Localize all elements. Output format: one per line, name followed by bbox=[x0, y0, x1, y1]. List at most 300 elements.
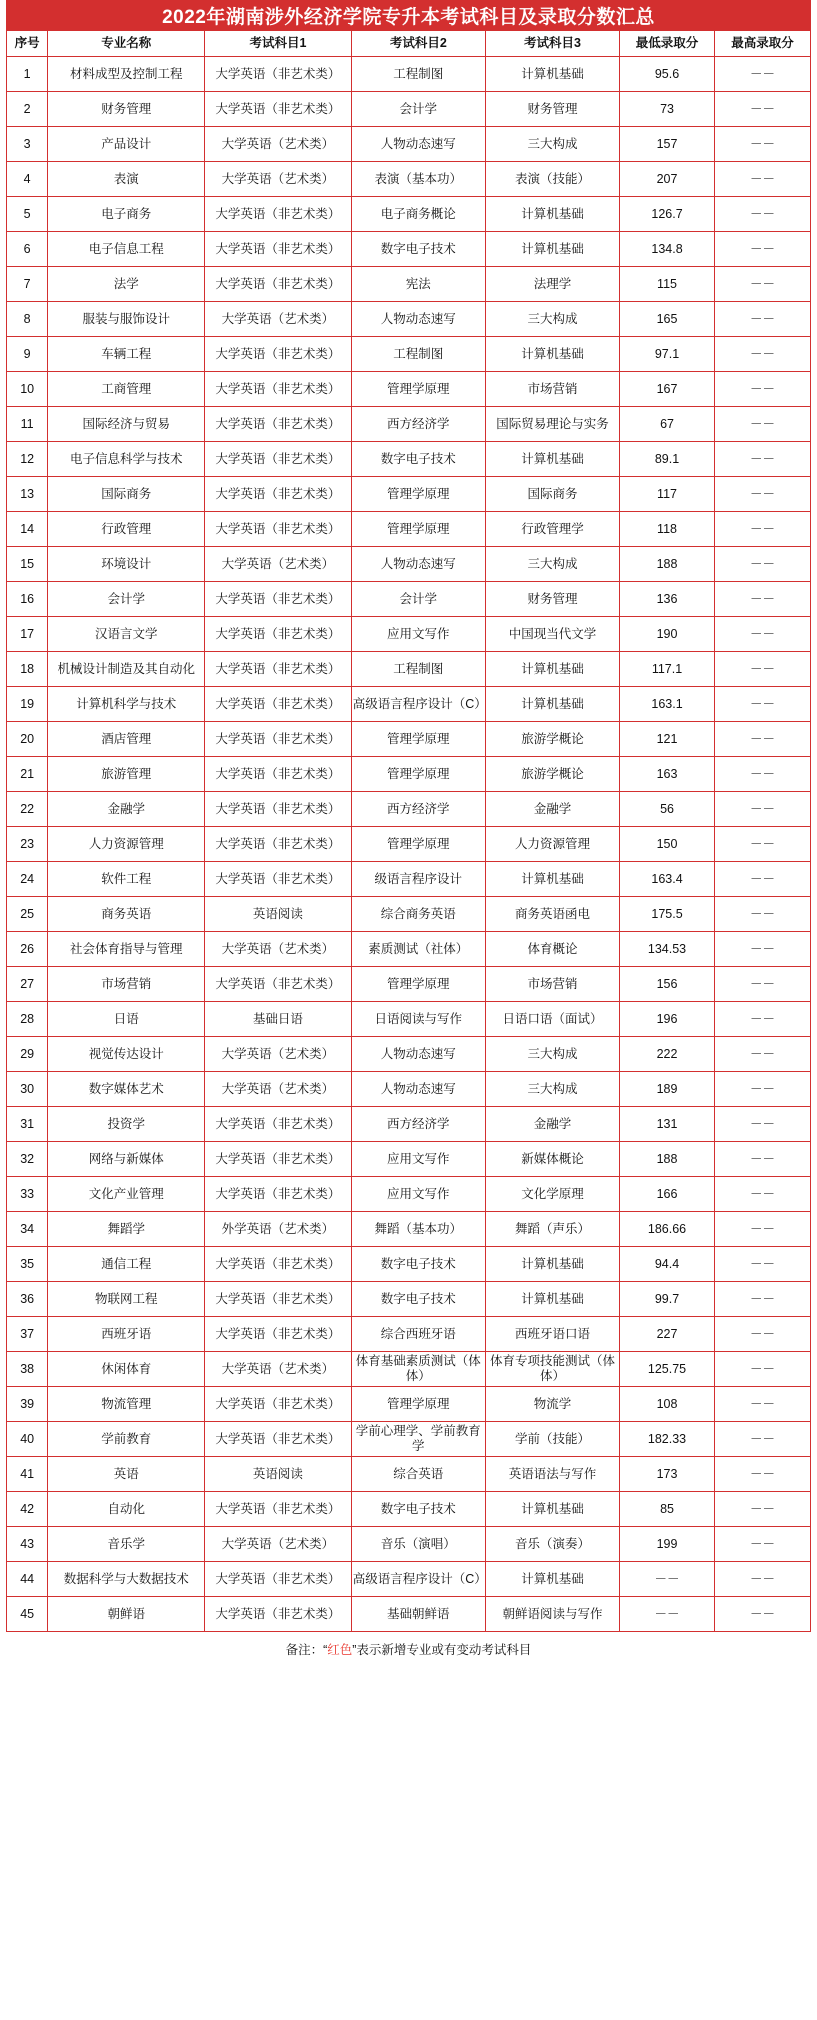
table-row bbox=[7, 1002, 811, 1037]
row-subject-2: 综合商务英语 bbox=[351, 897, 485, 932]
row-min-score: 156 bbox=[620, 967, 715, 1002]
row-index: 26 bbox=[7, 932, 48, 967]
row-max-score: －－ bbox=[714, 127, 810, 162]
row-index: 2 bbox=[7, 92, 48, 127]
row-min-score: 157 bbox=[620, 127, 715, 162]
row-index: 34 bbox=[7, 1212, 48, 1247]
column-header-min-score: 最低录取分 bbox=[620, 31, 715, 57]
row-subject-1: 英语阅读 bbox=[205, 1457, 352, 1492]
row-max-score: －－ bbox=[714, 302, 810, 337]
row-subject-2: 数字电子技术 bbox=[351, 1247, 485, 1282]
row-index: 6 bbox=[7, 232, 48, 267]
row-min-score: 190 bbox=[620, 617, 715, 652]
row-subject-1: 大学英语（非艺术类） bbox=[205, 652, 352, 687]
row-subject-1: 大学英语（非艺术类） bbox=[205, 267, 352, 302]
row-min-score: 227 bbox=[620, 1317, 715, 1352]
footnote-highlight: 红色 bbox=[327, 1643, 353, 1657]
page-title: 2022年湖南涉外经济学院专升本考试科目及录取分数汇总 bbox=[162, 6, 655, 28]
row-subject-3: 商务英语函电 bbox=[485, 897, 619, 932]
row-subject-3: 三大构成 bbox=[485, 127, 619, 162]
row-min-score: 163.1 bbox=[620, 687, 715, 722]
row-subject-2: 管理学原理 bbox=[351, 757, 485, 792]
row-major-name: 物联网工程 bbox=[48, 1282, 205, 1317]
row-subject-1: 大学英语（艺术类） bbox=[205, 1072, 352, 1107]
row-max-score: －－ bbox=[714, 267, 810, 302]
row-min-score: 118 bbox=[620, 512, 715, 547]
row-index: 33 bbox=[7, 1177, 48, 1212]
table-row bbox=[7, 302, 811, 337]
row-subject-2: 管理学原理 bbox=[351, 1387, 485, 1422]
row-min-score: 73 bbox=[620, 92, 715, 127]
row-subject-2: 级语言程序设计 bbox=[351, 862, 485, 897]
row-min-score: 117.1 bbox=[620, 652, 715, 687]
table-row bbox=[7, 1212, 811, 1247]
row-subject-2: 人物动态速写 bbox=[351, 1037, 485, 1072]
row-major-name: 社会体育指导与管理 bbox=[48, 932, 205, 967]
row-subject-2: 体育基础素质测试（体体） bbox=[351, 1352, 485, 1387]
row-subject-2: 基础朝鲜语 bbox=[351, 1597, 485, 1632]
row-subject-1: 大学英语（非艺术类） bbox=[205, 337, 352, 372]
row-index: 39 bbox=[7, 1387, 48, 1422]
row-index: 3 bbox=[7, 127, 48, 162]
row-subject-3: 音乐（演奏） bbox=[485, 1527, 619, 1562]
row-index: 20 bbox=[7, 722, 48, 757]
table-row bbox=[7, 232, 811, 267]
table-row bbox=[7, 1282, 811, 1317]
row-subject-3: 日语口语（面试） bbox=[485, 1002, 619, 1037]
table-row bbox=[7, 897, 811, 932]
row-major-name: 表演 bbox=[48, 162, 205, 197]
row-major-name: 市场营销 bbox=[48, 967, 205, 1002]
row-subject-2: 数字电子技术 bbox=[351, 232, 485, 267]
row-major-name: 数字媒体艺术 bbox=[48, 1072, 205, 1107]
row-subject-1: 大学英语（非艺术类） bbox=[205, 1597, 352, 1632]
row-min-score: 134.8 bbox=[620, 232, 715, 267]
row-major-name: 财务管理 bbox=[48, 92, 205, 127]
row-min-score: 166 bbox=[620, 1177, 715, 1212]
row-subject-1: 大学英语（非艺术类） bbox=[205, 1422, 352, 1457]
table-row bbox=[7, 827, 811, 862]
table-row bbox=[7, 92, 811, 127]
row-max-score: －－ bbox=[714, 617, 810, 652]
row-min-score: 67 bbox=[620, 407, 715, 442]
row-major-name: 旅游管理 bbox=[48, 757, 205, 792]
row-major-name: 环境设计 bbox=[48, 547, 205, 582]
row-subject-3: 国际商务 bbox=[485, 477, 619, 512]
row-major-name: 酒店管理 bbox=[48, 722, 205, 757]
row-min-score: 136 bbox=[620, 582, 715, 617]
row-max-score: －－ bbox=[714, 1352, 810, 1387]
row-subject-3: 学前（技能） bbox=[485, 1422, 619, 1457]
row-min-score: 126.7 bbox=[620, 197, 715, 232]
row-max-score: －－ bbox=[714, 92, 810, 127]
footnote-suffix: ”表示新增专业或有变动考试科目 bbox=[352, 1643, 532, 1657]
row-subject-2: 应用文写作 bbox=[351, 1142, 485, 1177]
row-major-name: 自动化 bbox=[48, 1492, 205, 1527]
row-subject-2: 数字电子技术 bbox=[351, 1492, 485, 1527]
row-subject-3: 旅游学概论 bbox=[485, 757, 619, 792]
row-subject-2: 综合英语 bbox=[351, 1457, 485, 1492]
row-major-name: 通信工程 bbox=[48, 1247, 205, 1282]
row-max-score: －－ bbox=[714, 687, 810, 722]
table-row bbox=[7, 477, 811, 512]
row-index: 22 bbox=[7, 792, 48, 827]
row-min-score: 89.1 bbox=[620, 442, 715, 477]
row-min-score: 167 bbox=[620, 372, 715, 407]
row-subject-2: 高级语言程序设计（C） bbox=[351, 687, 485, 722]
row-index: 13 bbox=[7, 477, 48, 512]
row-major-name: 物流管理 bbox=[48, 1387, 205, 1422]
column-header-index: 序号 bbox=[7, 31, 48, 57]
table-row bbox=[7, 792, 811, 827]
row-index: 21 bbox=[7, 757, 48, 792]
row-subject-2: 会计学 bbox=[351, 582, 485, 617]
table-row bbox=[7, 932, 811, 967]
row-index: 8 bbox=[7, 302, 48, 337]
row-max-score: －－ bbox=[714, 897, 810, 932]
table-row bbox=[7, 57, 811, 92]
row-major-name: 电子商务 bbox=[48, 197, 205, 232]
row-index: 31 bbox=[7, 1107, 48, 1142]
row-subject-3: 计算机基础 bbox=[485, 442, 619, 477]
row-max-score: －－ bbox=[714, 582, 810, 617]
row-subject-1: 大学英语（艺术类） bbox=[205, 932, 352, 967]
row-min-score: 117 bbox=[620, 477, 715, 512]
row-subject-2: 日语阅读与写作 bbox=[351, 1002, 485, 1037]
column-header-major: 专业名称 bbox=[48, 31, 205, 57]
row-max-score: －－ bbox=[714, 1107, 810, 1142]
row-max-score: －－ bbox=[714, 1492, 810, 1527]
row-major-name: 工商管理 bbox=[48, 372, 205, 407]
row-max-score: －－ bbox=[714, 372, 810, 407]
row-major-name: 国际经济与贸易 bbox=[48, 407, 205, 442]
row-max-score: －－ bbox=[714, 827, 810, 862]
row-major-name: 会计学 bbox=[48, 582, 205, 617]
row-index: 10 bbox=[7, 372, 48, 407]
row-index: 25 bbox=[7, 897, 48, 932]
row-subject-2: 高级语言程序设计（C） bbox=[351, 1562, 485, 1597]
row-subject-2: 人物动态速写 bbox=[351, 302, 485, 337]
row-max-score: －－ bbox=[714, 1527, 810, 1562]
row-major-name: 商务英语 bbox=[48, 897, 205, 932]
row-max-score: －－ bbox=[714, 1177, 810, 1212]
row-min-score: 163.4 bbox=[620, 862, 715, 897]
row-subject-3: 文化学原理 bbox=[485, 1177, 619, 1212]
row-index: 30 bbox=[7, 1072, 48, 1107]
row-index: 12 bbox=[7, 442, 48, 477]
row-max-score: －－ bbox=[714, 442, 810, 477]
table-row bbox=[7, 1317, 811, 1352]
row-index: 23 bbox=[7, 827, 48, 862]
row-subject-1: 大学英语（艺术类） bbox=[205, 1352, 352, 1387]
footnote bbox=[6, 1636, 811, 1666]
majors-score-table bbox=[6, 30, 811, 1632]
row-max-score: －－ bbox=[714, 1387, 810, 1422]
row-subject-1: 大学英语（非艺术类） bbox=[205, 792, 352, 827]
row-min-score: 222 bbox=[620, 1037, 715, 1072]
row-index: 29 bbox=[7, 1037, 48, 1072]
row-subject-3: 舞蹈（声乐） bbox=[485, 1212, 619, 1247]
row-subject-3: 金融学 bbox=[485, 792, 619, 827]
table-row bbox=[7, 127, 811, 162]
row-min-score: 99.7 bbox=[620, 1282, 715, 1317]
row-subject-2: 管理学原理 bbox=[351, 827, 485, 862]
row-subject-3: 计算机基础 bbox=[485, 1562, 619, 1597]
table-row bbox=[7, 372, 811, 407]
row-min-score: 188 bbox=[620, 1142, 715, 1177]
row-subject-3: 计算机基础 bbox=[485, 1492, 619, 1527]
row-major-name: 舞蹈学 bbox=[48, 1212, 205, 1247]
table-row bbox=[7, 1562, 811, 1597]
row-subject-2: 人物动态速写 bbox=[351, 127, 485, 162]
row-subject-1: 大学英语（非艺术类） bbox=[205, 722, 352, 757]
row-subject-1: 大学英语（非艺术类） bbox=[205, 232, 352, 267]
table-row bbox=[7, 162, 811, 197]
row-subject-3: 人力资源管理 bbox=[485, 827, 619, 862]
row-subject-3: 计算机基础 bbox=[485, 337, 619, 372]
row-index: 4 bbox=[7, 162, 48, 197]
row-subject-3: 计算机基础 bbox=[485, 1282, 619, 1317]
row-min-score: 131 bbox=[620, 1107, 715, 1142]
row-max-score: －－ bbox=[714, 512, 810, 547]
table-row bbox=[7, 967, 811, 1002]
row-major-name: 国际商务 bbox=[48, 477, 205, 512]
table-row bbox=[7, 1177, 811, 1212]
row-min-score: 115 bbox=[620, 267, 715, 302]
row-subject-3: 计算机基础 bbox=[485, 197, 619, 232]
table-row bbox=[7, 1107, 811, 1142]
table-header bbox=[7, 31, 811, 57]
row-major-name: 朝鲜语 bbox=[48, 1597, 205, 1632]
row-subject-1: 大学英语（非艺术类） bbox=[205, 1387, 352, 1422]
row-index: 15 bbox=[7, 547, 48, 582]
table-row bbox=[7, 722, 811, 757]
row-subject-3: 朝鲜语阅读与写作 bbox=[485, 1597, 619, 1632]
row-major-name: 网络与新媒体 bbox=[48, 1142, 205, 1177]
table-row bbox=[7, 1247, 811, 1282]
table-row bbox=[7, 687, 811, 722]
row-max-score: －－ bbox=[714, 57, 810, 92]
page-title-bar bbox=[6, 0, 811, 30]
row-min-score: 189 bbox=[620, 1072, 715, 1107]
row-subject-2: 音乐（演唱） bbox=[351, 1527, 485, 1562]
table-row bbox=[7, 1142, 811, 1177]
row-subject-1: 英语阅读 bbox=[205, 897, 352, 932]
row-subject-3: 旅游学概论 bbox=[485, 722, 619, 757]
table-row bbox=[7, 757, 811, 792]
row-major-name: 法学 bbox=[48, 267, 205, 302]
row-subject-2: 人物动态速写 bbox=[351, 547, 485, 582]
row-max-score: －－ bbox=[714, 1457, 810, 1492]
row-subject-3: 三大构成 bbox=[485, 1072, 619, 1107]
row-subject-1: 大学英语（非艺术类） bbox=[205, 582, 352, 617]
row-max-score: －－ bbox=[714, 792, 810, 827]
row-subject-3: 计算机基础 bbox=[485, 687, 619, 722]
row-subject-2: 数字电子技术 bbox=[351, 1282, 485, 1317]
row-subject-3: 法理学 bbox=[485, 267, 619, 302]
row-subject-1: 大学英语（非艺术类） bbox=[205, 967, 352, 1002]
row-min-score: 97.1 bbox=[620, 337, 715, 372]
table-header-row bbox=[7, 31, 811, 57]
row-index: 5 bbox=[7, 197, 48, 232]
row-max-score: －－ bbox=[714, 1562, 810, 1597]
row-subject-3: 西班牙语口语 bbox=[485, 1317, 619, 1352]
row-min-score: 207 bbox=[620, 162, 715, 197]
row-subject-2: 综合西班牙语 bbox=[351, 1317, 485, 1352]
row-min-score: －－ bbox=[620, 1597, 715, 1632]
row-subject-3: 计算机基础 bbox=[485, 232, 619, 267]
table-row bbox=[7, 337, 811, 372]
row-min-score: 121 bbox=[620, 722, 715, 757]
table-row bbox=[7, 267, 811, 302]
row-major-name: 数据科学与大数据技术 bbox=[48, 1562, 205, 1597]
row-subject-1: 大学英语（非艺术类） bbox=[205, 1142, 352, 1177]
row-min-score: －－ bbox=[620, 1562, 715, 1597]
row-index: 37 bbox=[7, 1317, 48, 1352]
row-subject-1: 大学英语（艺术类） bbox=[205, 162, 352, 197]
row-subject-1: 大学英语（非艺术类） bbox=[205, 687, 352, 722]
row-subject-2: 舞蹈（基本功） bbox=[351, 1212, 485, 1247]
row-major-name: 车辆工程 bbox=[48, 337, 205, 372]
row-subject-3: 三大构成 bbox=[485, 1037, 619, 1072]
row-subject-2: 应用文写作 bbox=[351, 1177, 485, 1212]
row-subject-1: 大学英语（非艺术类） bbox=[205, 512, 352, 547]
row-subject-3: 三大构成 bbox=[485, 302, 619, 337]
row-max-score: －－ bbox=[714, 722, 810, 757]
row-max-score: －－ bbox=[714, 932, 810, 967]
row-index: 28 bbox=[7, 1002, 48, 1037]
row-subject-1: 大学英语（艺术类） bbox=[205, 127, 352, 162]
row-subject-3: 体育专项技能测试（体体） bbox=[485, 1352, 619, 1387]
row-subject-1: 大学英语（非艺术类） bbox=[205, 442, 352, 477]
row-min-score: 175.5 bbox=[620, 897, 715, 932]
table-row bbox=[7, 1597, 811, 1632]
row-max-score: －－ bbox=[714, 652, 810, 687]
column-header-subject-1: 考试科目1 bbox=[205, 31, 352, 57]
table-row bbox=[7, 1527, 811, 1562]
row-subject-3: 英语语法与写作 bbox=[485, 1457, 619, 1492]
row-subject-1: 大学英语（非艺术类） bbox=[205, 92, 352, 127]
row-max-score: －－ bbox=[714, 1002, 810, 1037]
row-subject-2: 电子商务概论 bbox=[351, 197, 485, 232]
row-subject-3: 物流学 bbox=[485, 1387, 619, 1422]
footnote-prefix: 备注：“ bbox=[285, 1643, 328, 1657]
row-index: 45 bbox=[7, 1597, 48, 1632]
row-subject-2: 数字电子技术 bbox=[351, 442, 485, 477]
table-row bbox=[7, 1072, 811, 1107]
column-header-subject-3: 考试科目3 bbox=[485, 31, 619, 57]
row-major-name: 英语 bbox=[48, 1457, 205, 1492]
row-major-name: 产品设计 bbox=[48, 127, 205, 162]
row-subject-3: 计算机基础 bbox=[485, 862, 619, 897]
row-max-score: －－ bbox=[714, 1597, 810, 1632]
row-min-score: 94.4 bbox=[620, 1247, 715, 1282]
row-major-name: 行政管理 bbox=[48, 512, 205, 547]
row-major-name: 投资学 bbox=[48, 1107, 205, 1142]
row-major-name: 计算机科学与技术 bbox=[48, 687, 205, 722]
row-index: 40 bbox=[7, 1422, 48, 1457]
table-row bbox=[7, 1037, 811, 1072]
row-subject-1: 大学英语（非艺术类） bbox=[205, 407, 352, 442]
row-major-name: 文化产业管理 bbox=[48, 1177, 205, 1212]
row-max-score: －－ bbox=[714, 547, 810, 582]
row-index: 27 bbox=[7, 967, 48, 1002]
row-index: 18 bbox=[7, 652, 48, 687]
row-subject-2: 工程制图 bbox=[351, 652, 485, 687]
row-subject-3: 新媒体概论 bbox=[485, 1142, 619, 1177]
row-major-name: 服装与服饰设计 bbox=[48, 302, 205, 337]
row-major-name: 学前教育 bbox=[48, 1422, 205, 1457]
row-min-score: 95.6 bbox=[620, 57, 715, 92]
row-subject-2: 宪法 bbox=[351, 267, 485, 302]
row-max-score: －－ bbox=[714, 337, 810, 372]
row-subject-1: 大学英语（非艺术类） bbox=[205, 477, 352, 512]
row-major-name: 人力资源管理 bbox=[48, 827, 205, 862]
row-min-score: 173 bbox=[620, 1457, 715, 1492]
row-subject-1: 大学英语（非艺术类） bbox=[205, 1492, 352, 1527]
row-major-name: 日语 bbox=[48, 1002, 205, 1037]
row-max-score: －－ bbox=[714, 757, 810, 792]
row-subject-1: 大学英语（非艺术类） bbox=[205, 1282, 352, 1317]
row-subject-2: 管理学原理 bbox=[351, 967, 485, 1002]
row-subject-1: 大学英语（艺术类） bbox=[205, 1527, 352, 1562]
row-subject-1: 大学英语（非艺术类） bbox=[205, 1177, 352, 1212]
row-min-score: 125.75 bbox=[620, 1352, 715, 1387]
row-index: 19 bbox=[7, 687, 48, 722]
row-subject-3: 三大构成 bbox=[485, 547, 619, 582]
row-subject-1: 大学英语（非艺术类） bbox=[205, 1107, 352, 1142]
row-subject-2: 工程制图 bbox=[351, 57, 485, 92]
row-index: 16 bbox=[7, 582, 48, 617]
row-index: 36 bbox=[7, 1282, 48, 1317]
row-subject-1: 大学英语（艺术类） bbox=[205, 547, 352, 582]
row-index: 11 bbox=[7, 407, 48, 442]
row-max-score: －－ bbox=[714, 1037, 810, 1072]
row-min-score: 85 bbox=[620, 1492, 715, 1527]
row-major-name: 金融学 bbox=[48, 792, 205, 827]
row-subject-3: 金融学 bbox=[485, 1107, 619, 1142]
row-max-score: －－ bbox=[714, 862, 810, 897]
row-max-score: －－ bbox=[714, 162, 810, 197]
row-major-name: 机械设计制造及其自动化 bbox=[48, 652, 205, 687]
row-subject-1: 大学英语（非艺术类） bbox=[205, 1562, 352, 1597]
table-row bbox=[7, 1492, 811, 1527]
row-max-score: －－ bbox=[714, 477, 810, 512]
row-max-score: －－ bbox=[714, 967, 810, 1002]
row-index: 14 bbox=[7, 512, 48, 547]
row-subject-3: 体育概论 bbox=[485, 932, 619, 967]
row-index: 42 bbox=[7, 1492, 48, 1527]
row-major-name: 西班牙语 bbox=[48, 1317, 205, 1352]
row-min-score: 134.53 bbox=[620, 932, 715, 967]
row-max-score: －－ bbox=[714, 1072, 810, 1107]
table-row bbox=[7, 862, 811, 897]
row-major-name: 休闲体育 bbox=[48, 1352, 205, 1387]
table-row bbox=[7, 582, 811, 617]
row-subject-3: 市场营销 bbox=[485, 967, 619, 1002]
row-major-name: 软件工程 bbox=[48, 862, 205, 897]
row-min-score: 182.33 bbox=[620, 1422, 715, 1457]
row-subject-1: 大学英语（非艺术类） bbox=[205, 757, 352, 792]
row-min-score: 165 bbox=[620, 302, 715, 337]
row-subject-3: 财务管理 bbox=[485, 582, 619, 617]
row-major-name: 电子信息工程 bbox=[48, 232, 205, 267]
row-index: 43 bbox=[7, 1527, 48, 1562]
table-body bbox=[7, 57, 811, 1632]
table-row bbox=[7, 407, 811, 442]
column-header-max-score: 最高录取分 bbox=[714, 31, 810, 57]
row-subject-1: 大学英语（非艺术类） bbox=[205, 827, 352, 862]
